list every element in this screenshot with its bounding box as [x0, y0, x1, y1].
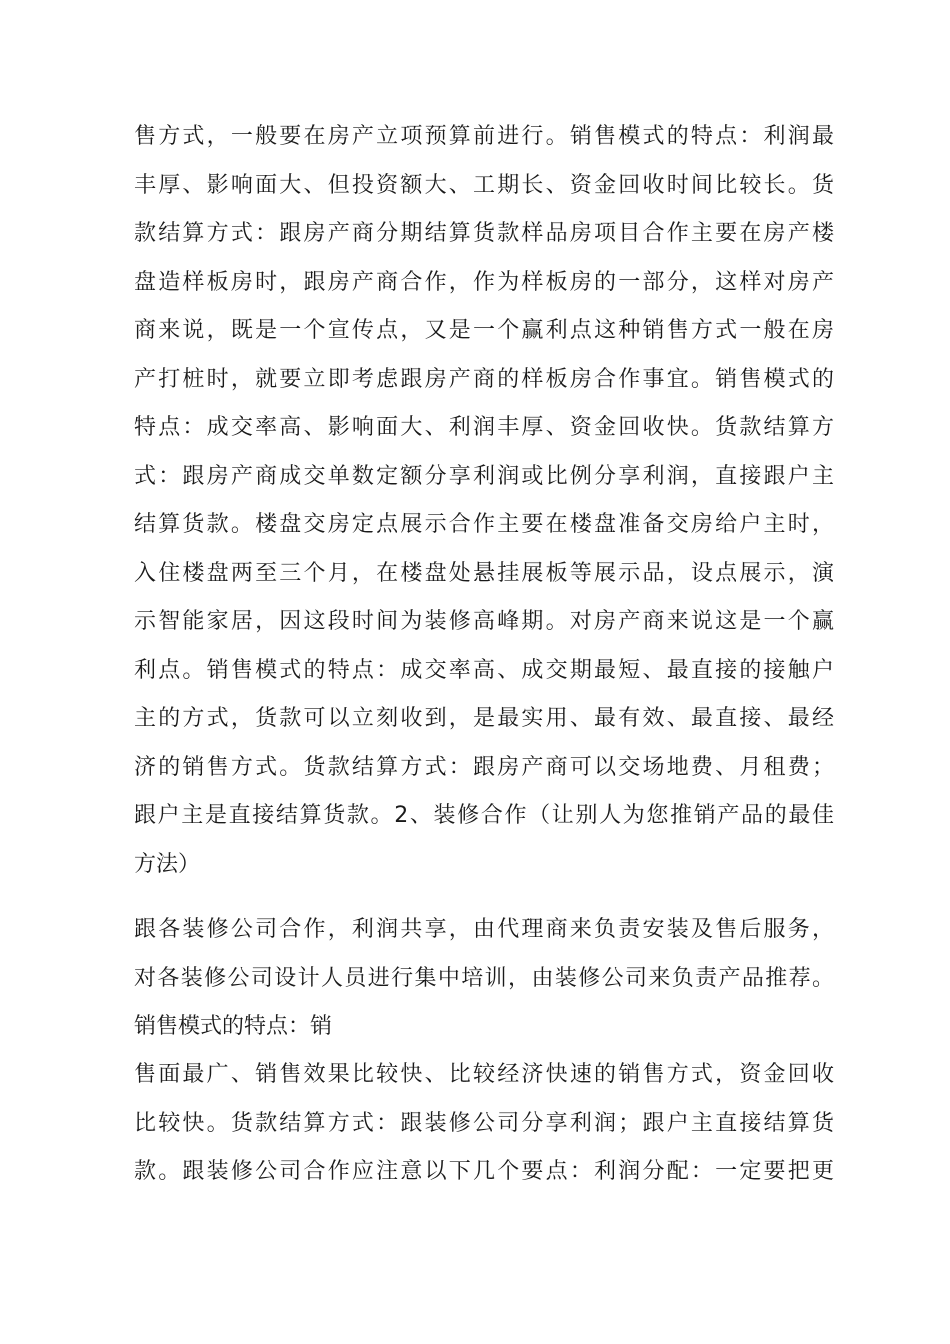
text-line: 入住楼盘两至三个月，在楼盘处悬挂展板等展示品，设点展示，演 — [134, 560, 834, 586]
text-line: 商来说，既是一个宣传点，又是一个赢利点这种销售方式一般在房 — [134, 318, 834, 343]
text-line: 跟各装修公司合作，利润共享，由代理商来负责安装及售后服务， — [134, 917, 834, 942]
text-line: 产打桩时，就要立即考虑跟房产商的样板房合作事宜。销售模式的 — [134, 366, 834, 392]
text-line: 对各装修公司设计人员进行集中培训，由装修公司来负责产品推荐。 — [134, 965, 834, 991]
paragraph-decoration-features — [134, 1051, 834, 1197]
text-line: 济的销售方式。货款结算方式：跟房产商可以交场地费、月租费； — [134, 754, 834, 780]
text-line: 利点。销售模式的特点：成交率高、成交期最短、最直接的接触户 — [134, 657, 834, 683]
text-line: 比较快。货款结算方式：跟装修公司分享利润；跟户主直接结算货 — [134, 1110, 834, 1136]
paragraph-decoration-cooperation — [134, 906, 834, 1052]
text-line: 售面最广、销售效果比较快、比较经济快速的销售方式，资金回收 — [134, 1062, 834, 1087]
text-line: 示智能家居，因这段时间为装修高峰期。对房产商来说这是一个赢 — [134, 609, 834, 634]
text-line: 式：跟房产商成交单数定额分享利润或比例分享利润，直接跟户主 — [134, 463, 834, 489]
text-line: 售方式，一般要在房产立项预算前进行。销售模式的特点：利润最 — [134, 124, 834, 149]
text-line: 跟户主是直接结算货款。2、装修合作（让别人为您推销产品的最佳 — [134, 803, 834, 828]
text-line: 特点：成交率高、影响面大、利润丰厚、资金回收快。货款结算方 — [134, 415, 834, 440]
text-line: 盘造样板房时，跟房产商合作，作为样板房的一部分，这样对房产 — [134, 269, 834, 295]
text-line: 销售模式的特点：销 — [134, 1014, 333, 1039]
text-line: 款结算方式：跟房产商分期结算货款样品房项目合作主要在房产楼 — [134, 221, 834, 246]
paragraph-sales-modes — [134, 113, 834, 889]
text-line: 方法） — [134, 851, 201, 877]
text-line: 款。跟装修公司合作应注意以下几个要点：利润分配：一定要把更 — [134, 1159, 834, 1184]
text-line: 结算货款。楼盘交房定点展示合作主要在楼盘准备交房给户主时， — [134, 512, 834, 537]
text-line: 丰厚、影响面大、但投资额大、工期长、资金回收时间比较长。货 — [134, 172, 834, 198]
text-line: 主的方式，货款可以立刻收到，是最实用、最有效、最直接、最经 — [134, 706, 834, 731]
